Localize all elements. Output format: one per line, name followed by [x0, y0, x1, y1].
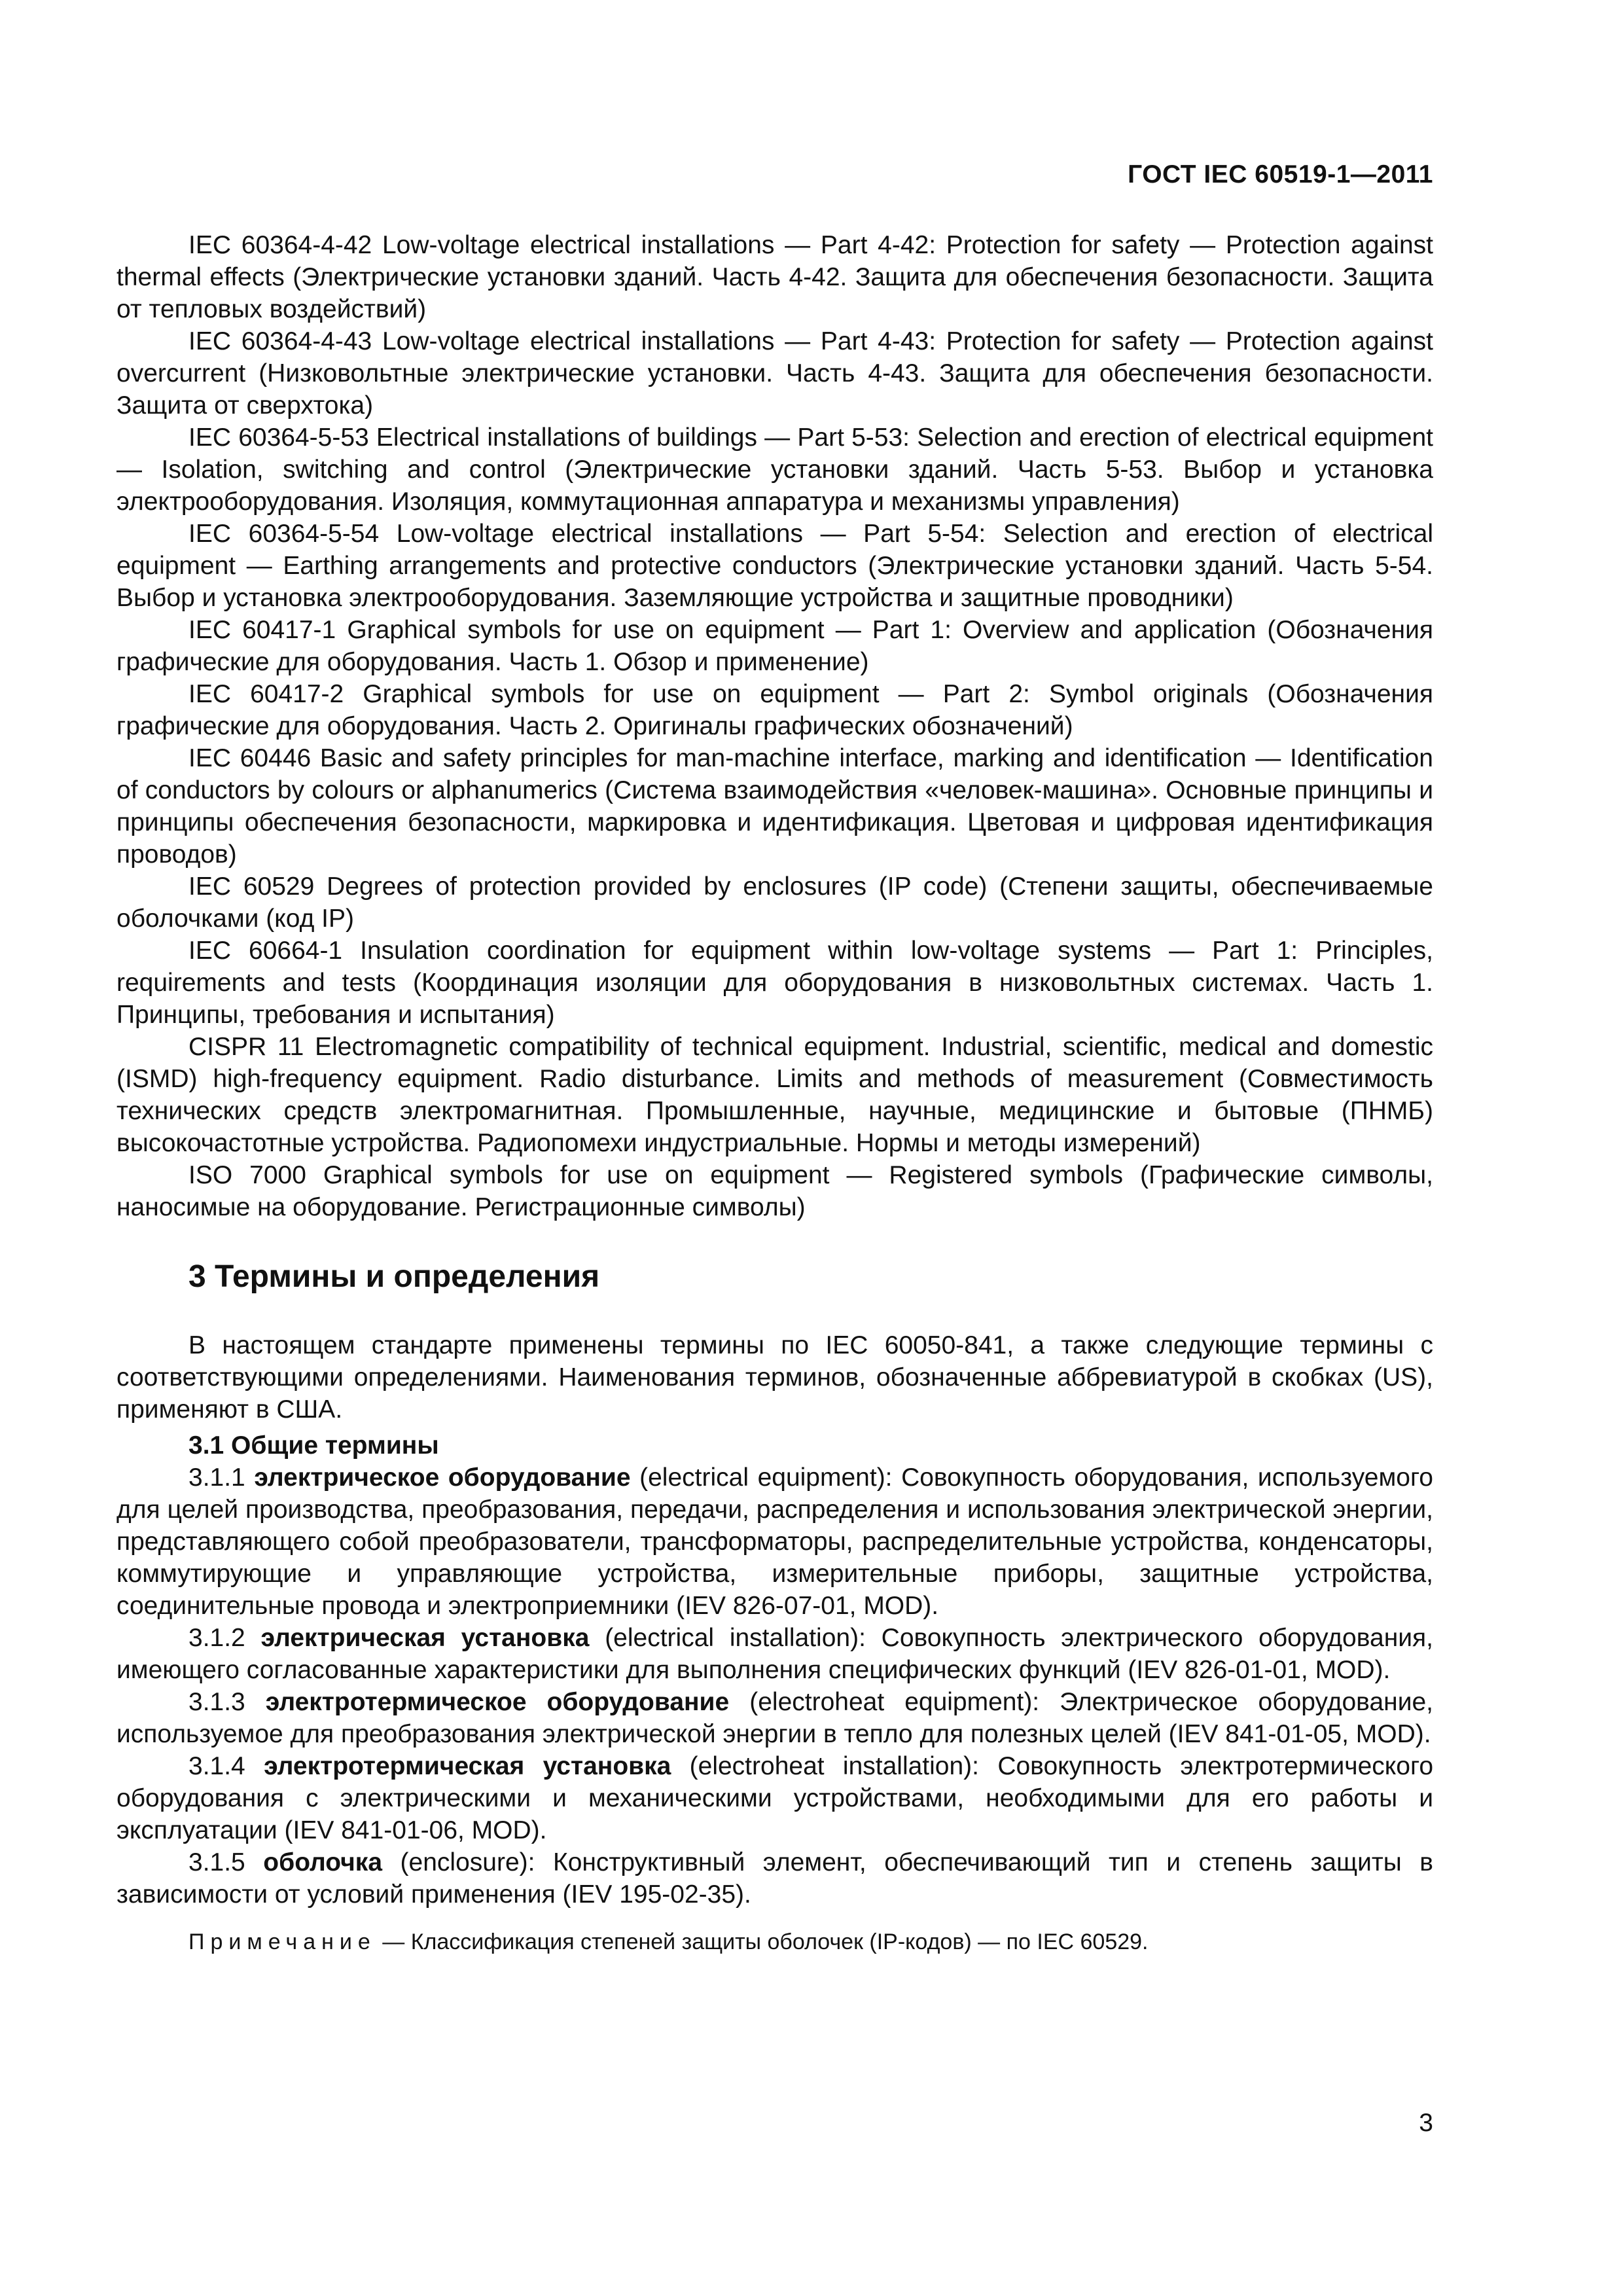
term-name: электротермическое оборудование	[265, 1688, 730, 1716]
note-text: — Классификация степеней защиты оболочек (IP-кодов) — по IEC 60529.	[376, 1929, 1149, 1954]
reference-item: IEC 60529 Degrees of protection provided by enclosures (IP code) (Степени защиты, обеспечиваемые оболочками (код IP)	[116, 872, 1433, 933]
page-content	[116, 229, 1433, 1956]
normative-references-list	[116, 229, 1433, 1223]
section-title: 3 Термины и определения	[188, 1259, 600, 1294]
note-label: Примечание	[188, 1929, 376, 1954]
document-code-header: ГОСТ IEC 60519-1—2011	[1128, 160, 1433, 188]
reference-item: IEC 60417-1 Graphical symbols for use on equipment — Part 1: Overview and application (Обозначения графические для оборудования. Часть 1. Обзор и применение)	[116, 616, 1433, 676]
reference-item: CISPR 11 Electromagnetic compatibility of technical equipment. Industrial, scientific, medical and domestic (ISMD) high-frequency equipment. Radio disturbance. Limits and methods of measurement (Совместимость технических средств электромагнитная. Промышленные, научные, медицинские и бытовые (ПНМБ) высокочастотные устройства. Радиопомехи индустриальные. Нормы и методы измерений)	[116, 1033, 1433, 1157]
reference-item: IEC 60364-4-43 Low-voltage electrical installations — Part 4-43: Protection for safety — Protection against overcurrent (Низковольтные электрические установки. Часть 4-43. Защита для обеспечения безопасности. Защита от сверхтока)	[116, 327, 1433, 420]
term-name: электрическое оборудование	[254, 1463, 631, 1492]
term-text: (electrical installation): Совокупность электрического оборудования, имеющего согласованные характеристики для выполнения специфических функций (IEV 826-01-01, MOD).	[116, 1624, 1433, 1684]
reference-item: IEC 60664-1 Insulation coordination for equipment within low-voltage systems — Part 1: Principles, requirements and tests (Координация изоляции для оборудования в низковольтных системах. Часть 1. Принципы, требования и испытания)	[116, 937, 1433, 1029]
note	[116, 1928, 1433, 1956]
reference-item: IEC 60446 Basic and safety principles for man-machine interface, marking and identification — Identification of conductors by colours or alphanumerics (Система взаимодействия «человек-машина». Основные принципы и принципы обеспечения безопасности, маркировка и идентификация. Цветовая и цифровая идентификация проводов)	[116, 744, 1433, 869]
term-name: электротермическая установка	[264, 1752, 671, 1780]
term-name: электрическая установка	[260, 1624, 590, 1652]
term-number: 3.1.1	[188, 1463, 255, 1492]
reference-item: IEC 60364-5-53 Electrical installations of buildings — Part 5-53: Selection and erection of electrical equipment — Isolation, switching and control (Электрические установки зданий. Часть 5-53. Выбор и установка электрооборудования. Изоляция, коммутационная аппаратура и механизмы управления)	[116, 423, 1433, 516]
term-definition	[116, 1750, 1433, 1846]
term-number: 3.1.5	[188, 1848, 264, 1876]
reference-item: IEC 60364-5-54 Low-voltage electrical installations — Part 5-54: Selection and erection of electrical equipment — Earthing arrangements and protective conductors (Электрические установки зданий. Часть 5-54. Выбор и установка электрооборудования. Заземляющие устройства и защитные проводники)	[116, 520, 1433, 612]
term-definition	[116, 1622, 1433, 1686]
term-number: 3.1.3	[188, 1688, 266, 1716]
page-number: 3	[1419, 2109, 1433, 2137]
term-text: (electrical equipment): Совокупность оборудования, используемого для целей производства, преобразования, передачи, распределения и использования электрической энергии, представляющего собой преобразователи, трансформаторы, распределительные устройства, конденсаторы, коммутирующие и управляющие устройства, измерительные приборы, защитные устройства, соединительные провода и электроприемники (IEV 826-07-01, MOD).	[116, 1463, 1434, 1620]
term-definition	[116, 1846, 1433, 1910]
term-text: (electroheat installation): Совокупность электротермического оборудования с электрическими и механическими устройствами, необходимыми для его работы и эксплуатации (IEV 841-01-06, MOD).	[116, 1752, 1434, 1844]
section-intro: В настоящем стандарте применены термины по IEC 60050-841, а также следующие термины с соответствующими определениями. Наименования терминов, обозначенные аббревиатурой в скобках (US), применяют в США.	[116, 1331, 1433, 1424]
term-name: оболочка	[263, 1848, 383, 1876]
term-number: 3.1.2	[188, 1624, 261, 1652]
term-text: (enclosure): Конструктивный элемент, обеспечивающий тип и степень защиты в зависимости от условий применения (IEV 195-02-35).	[116, 1848, 1434, 1909]
term-definition	[116, 1462, 1433, 1622]
term-number: 3.1.4	[188, 1752, 264, 1780]
reference-item: ISO 7000 Graphical symbols for use on equipment — Registered symbols (Графические символы, наносимые на оборудование. Регистрационные символы)	[116, 1161, 1433, 1221]
term-text: (electroheat equipment): Электрическое оборудование, используемое для преобразования электрической энергии в тепло для полезных целей (IEV 841-01-05, MOD).	[116, 1688, 1434, 1748]
term-definition	[116, 1686, 1433, 1750]
reference-item: IEC 60364-4-42 Low-voltage electrical installations — Part 4-42: Protection for safety — Protection against thermal effects (Электрические установки зданий. Часть 4-42. Защита для обеспечения безопасности. Защита от тепловых воздействий)	[116, 231, 1433, 323]
subsection-title: 3.1 Общие термины	[188, 1431, 439, 1460]
reference-item: IEC 60417-2 Graphical symbols for use on equipment — Part 2: Symbol originals (Обозначения графические для оборудования. Часть 2. Оригиналы графических обозначений)	[116, 680, 1433, 740]
